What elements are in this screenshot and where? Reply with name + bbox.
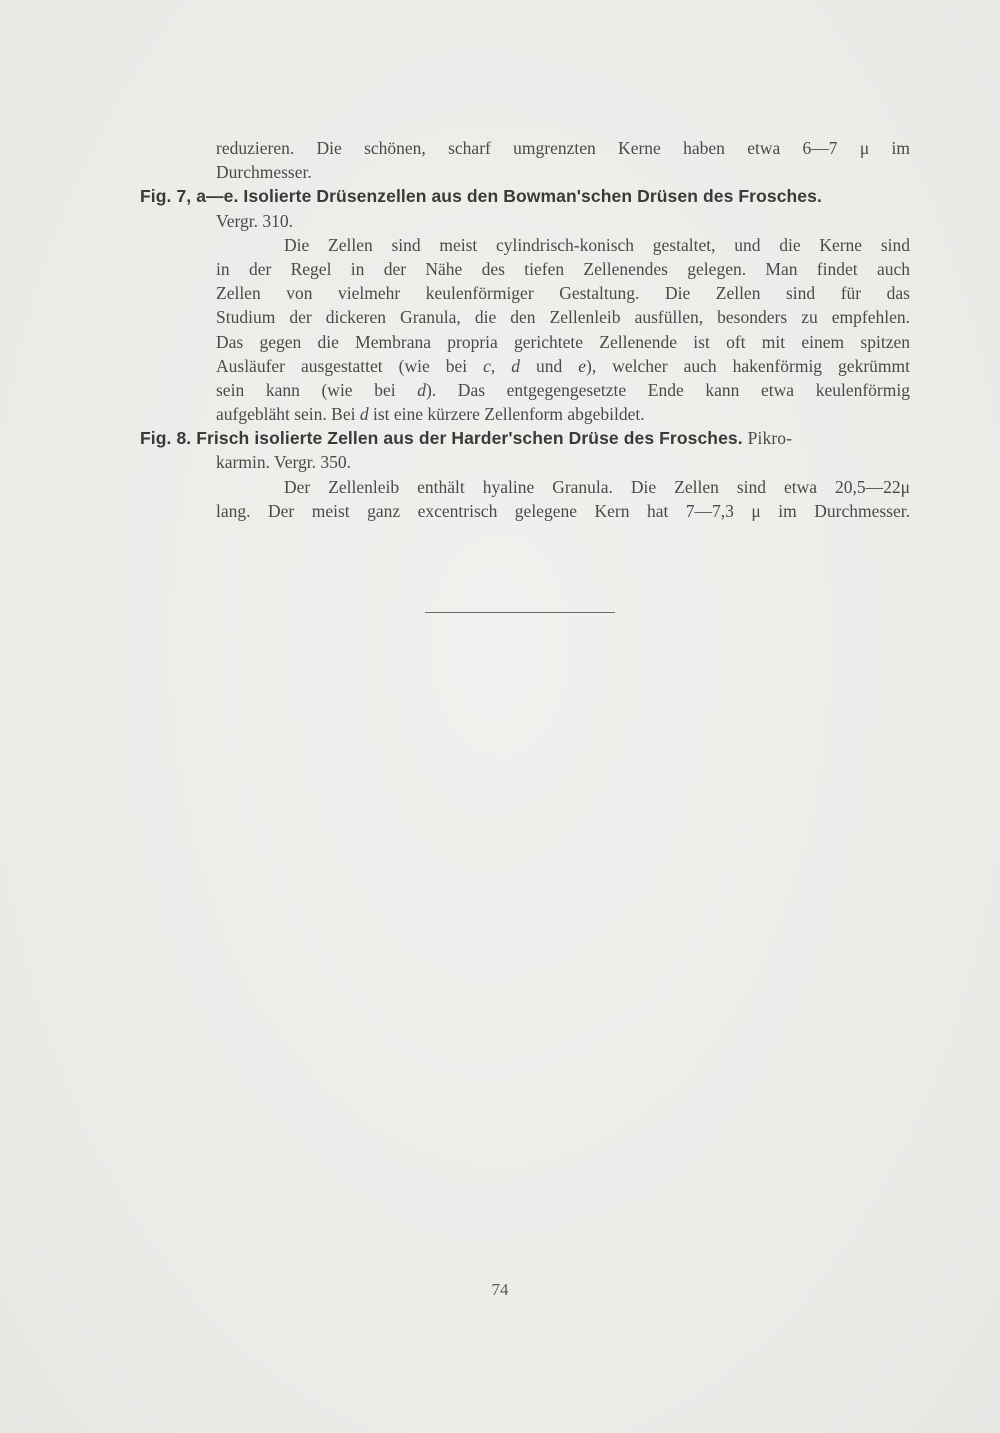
- text-line-content: reduzieren. Die schönen, scharf umgrenzten Kerne haben etwa 6—7 μ im: [216, 138, 910, 158]
- text-line: [140, 402, 910, 426]
- text-line-content: Der Zellenleib enthält hyaline Granula. Die Zellen sind etwa 20,5—22μ: [284, 476, 910, 497]
- text-line-content: lang. Der meist ganz excentrisch gelegene Kern hat 7—7,3 μ im Durchmesser.: [216, 500, 910, 521]
- italic-fragment: d: [417, 379, 426, 400]
- text-fragment: Ausläufer ausgestattet (wie bei: [216, 355, 484, 376]
- text-line-content: Vergr. 310.: [216, 210, 293, 231]
- figure-label: Fig. 8.: [140, 428, 192, 449]
- text-line-content: Studium der dickeren Granula, die den Zellenleib ausfüllen, besonders zu empfehlen.: [216, 307, 910, 328]
- figure-caption-7: [140, 184, 910, 208]
- figure-title: Isolierte Drüsenzellen aus den Bowman'schen Drüsen des Frosches.: [243, 186, 822, 207]
- text-line: [140, 209, 910, 233]
- italic-fragment: c, d: [483, 355, 520, 376]
- text-fragment: ), welcher auch hakenförmig gekrümmt: [586, 355, 910, 376]
- figure-caption-continuation: Pikro-: [747, 428, 793, 449]
- text-line: [140, 450, 910, 474]
- figure-title: Frisch isolierte Zellen aus der Harder'schen Drüse des Frosches.: [196, 428, 743, 449]
- text-line-content: Durchmesser.: [216, 162, 312, 183]
- text-line-content: [216, 380, 910, 400]
- body-text: [140, 136, 910, 523]
- text-line: [140, 499, 910, 523]
- text-line: [140, 281, 910, 305]
- text-line: [140, 233, 910, 257]
- text-line: [140, 136, 910, 160]
- text-fragment: ist eine kürzere Zellenform abgebildet.: [368, 404, 645, 425]
- text-line-content: [216, 404, 645, 424]
- section-divider: [425, 612, 615, 613]
- text-fragment: und: [520, 355, 579, 376]
- italic-fragment: d: [359, 404, 369, 425]
- text-line: [140, 330, 910, 354]
- italic-fragment: e: [578, 355, 587, 376]
- text-line-content: Das gegen die Membrana propria gerichtete Zellenende ist oft mit einem spitzen: [216, 331, 910, 352]
- text-line-content: Die Zellen sind meist cylindrisch-konisch gestaltet, und die Kerne sind: [284, 234, 910, 255]
- text-line-content: in der Regel in der Nähe des tiefen Zellenendes gelegen. Man findet auch: [216, 258, 910, 279]
- text-line: [140, 378, 910, 402]
- figure-label: Fig. 7, a—e.: [140, 186, 239, 207]
- text-line: [140, 160, 910, 184]
- text-fragment: sein kann (wie bei: [216, 379, 418, 400]
- text-line: [140, 475, 910, 499]
- page-number: 74: [491, 1280, 509, 1299]
- figure-caption-8: [140, 426, 910, 450]
- text-line-content: [216, 356, 910, 376]
- text-line: [140, 305, 910, 329]
- text-line-content: Zellen von vielmehr keulenförmiger Gestaltung. Die Zellen sind für das: [216, 283, 910, 304]
- text-line: [140, 354, 910, 378]
- text-line-content: karmin. Vergr. 350.: [216, 452, 351, 473]
- text-line: [140, 257, 910, 281]
- text-fragment: ). Das entgegengesetzte Ende kann etwa keulenförmig: [425, 379, 910, 400]
- text-fragment: aufgebläht sein. Bei: [216, 404, 360, 425]
